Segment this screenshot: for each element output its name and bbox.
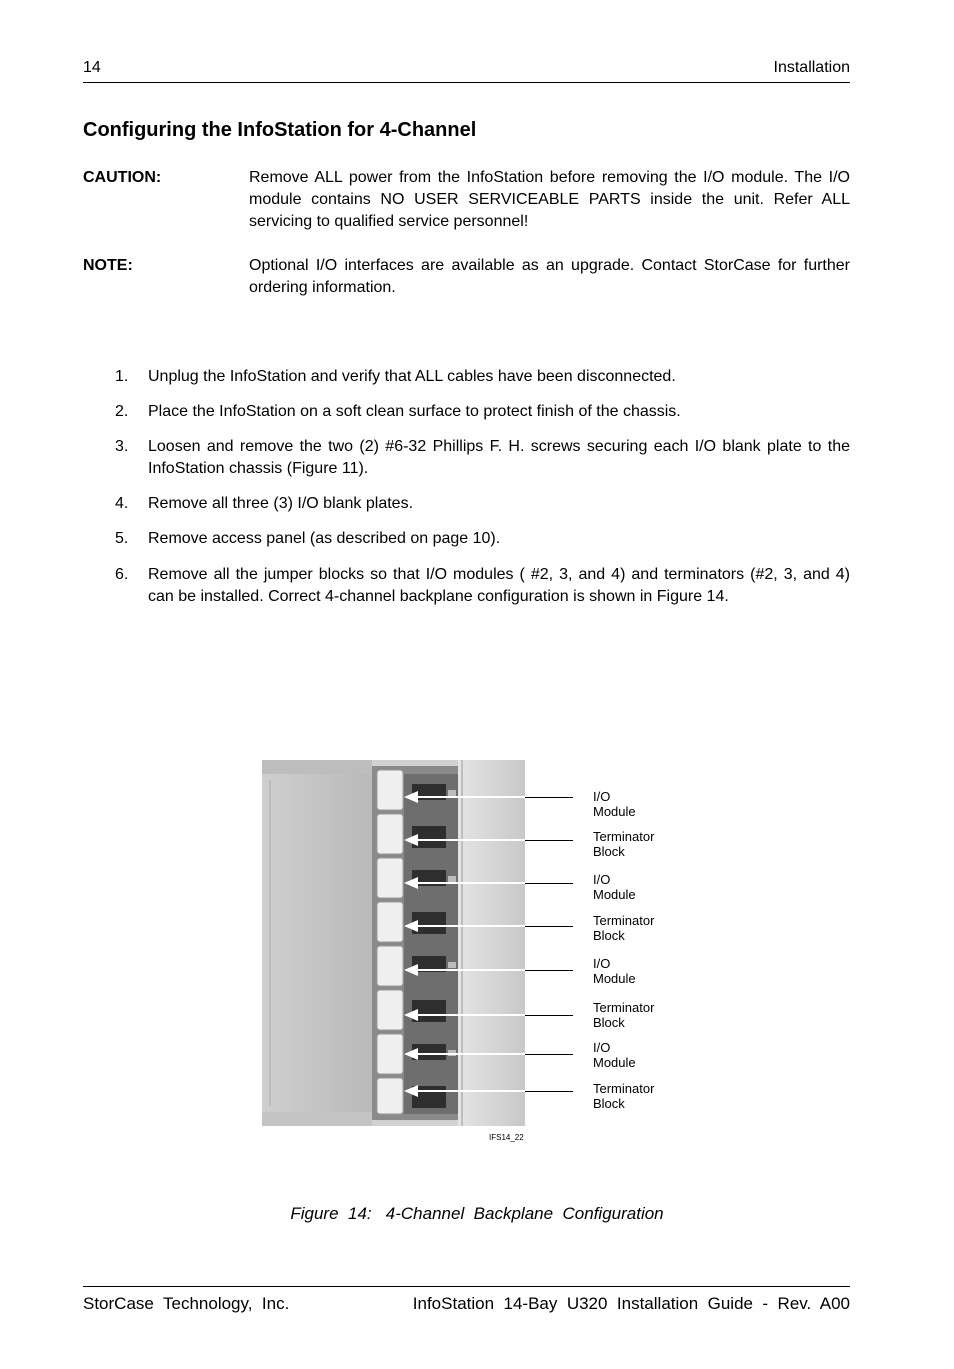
callout-terminator-block	[593, 829, 654, 859]
callout-leader	[525, 883, 573, 884]
callout-line: Module	[593, 1055, 636, 1070]
callout-leader	[525, 1015, 573, 1016]
callout-line: Block	[593, 844, 625, 859]
callout-leader	[525, 840, 573, 841]
callout-io-module	[593, 1040, 636, 1070]
step-text: Remove all the jumper blocks so that I/O modules ( #2, 3, and 4) and terminators (#2, 3, and 4) can be installed. Correct 4-channel backplane configuration is shown in Figure 14.	[148, 566, 850, 605]
note-label: NOTE:	[83, 257, 133, 274]
step-text: Place the InfoStation on a soft clean surface to protect finish of the chassis.	[148, 403, 681, 420]
image-code: IFS14_22	[489, 1133, 524, 1142]
callout-line: I/O	[593, 1040, 611, 1055]
step-item	[115, 401, 850, 423]
callout-line: Terminator	[593, 913, 655, 928]
callout-leader	[525, 1054, 573, 1055]
header-rule	[83, 82, 850, 83]
step-text: Remove access panel (as described on page 10).	[148, 530, 501, 547]
caution-label: CAUTION:	[83, 169, 162, 186]
page-title: Configuring the InfoStation for 4-Channel	[83, 119, 477, 141]
footer-company: StorCase Technology, Inc.	[83, 1294, 290, 1313]
step-number: 5.	[115, 530, 129, 547]
callout-line: Terminator	[593, 1000, 655, 1015]
callout-leader	[525, 926, 573, 927]
page-number: 14	[83, 59, 101, 76]
callout-line: Module	[593, 804, 636, 819]
callout-terminator-block	[593, 1081, 654, 1111]
step-number: 6.	[115, 566, 129, 583]
footer-document: InfoStation 14-Bay U320 Installation Guide - Rev. A00	[412, 1294, 850, 1313]
step-item	[115, 493, 850, 515]
callout-leader	[525, 1091, 573, 1092]
callout-leader	[525, 970, 573, 971]
step-text: Loosen and remove the two (2) #6-32 Phillips F. H. screws securing each I/O blank plate to the InfoStation chassis (Figure 11).	[148, 438, 850, 477]
step-number: 2.	[115, 403, 129, 420]
callout-line: Terminator	[593, 829, 655, 844]
figure-caption: Figure 14: 4-Channel Backplane Configuration	[290, 1204, 664, 1223]
step-item	[115, 436, 850, 480]
step-number: 4.	[115, 495, 129, 512]
caution-text: Remove ALL power from the InfoStation before removing the I/O module. The I/O module contains NO USER SERVICEABLE PARTS inside the unit. Refer ALL servicing to qualified service personnel!	[249, 169, 850, 230]
callout-line: Block	[593, 1015, 625, 1030]
note-text: Optional I/O interfaces are available as an upgrade. Contact StorCase for further ordering information.	[249, 257, 850, 296]
step-text: Remove all three (3) I/O blank plates.	[148, 495, 414, 512]
step-number: 3.	[115, 438, 129, 455]
footer-rule	[83, 1286, 850, 1287]
step-text: Unplug the InfoStation and verify that ALL cables have been disconnected.	[148, 368, 676, 385]
callout-line: I/O	[593, 872, 611, 887]
section-title: Installation	[773, 59, 850, 76]
callout-io-module	[593, 956, 636, 986]
callout-io-module	[593, 789, 636, 819]
backplane-illustration	[262, 760, 525, 1126]
step-item	[115, 366, 850, 388]
step-item	[115, 564, 850, 608]
callout-line: Module	[593, 887, 636, 902]
callout-terminator-block	[593, 1000, 654, 1030]
step-number: 1.	[115, 368, 129, 385]
callout-line: I/O	[593, 789, 611, 804]
callout-line: Module	[593, 971, 636, 986]
callout-terminator-block	[593, 913, 654, 943]
backplane-photo	[262, 760, 525, 1126]
callout-leader	[525, 797, 573, 798]
callout-io-module	[593, 872, 636, 902]
callout-line: Block	[593, 1096, 625, 1111]
callout-line: Block	[593, 928, 625, 943]
step-item	[115, 528, 850, 550]
callout-line: I/O	[593, 956, 611, 971]
callout-line: Terminator	[593, 1081, 655, 1096]
